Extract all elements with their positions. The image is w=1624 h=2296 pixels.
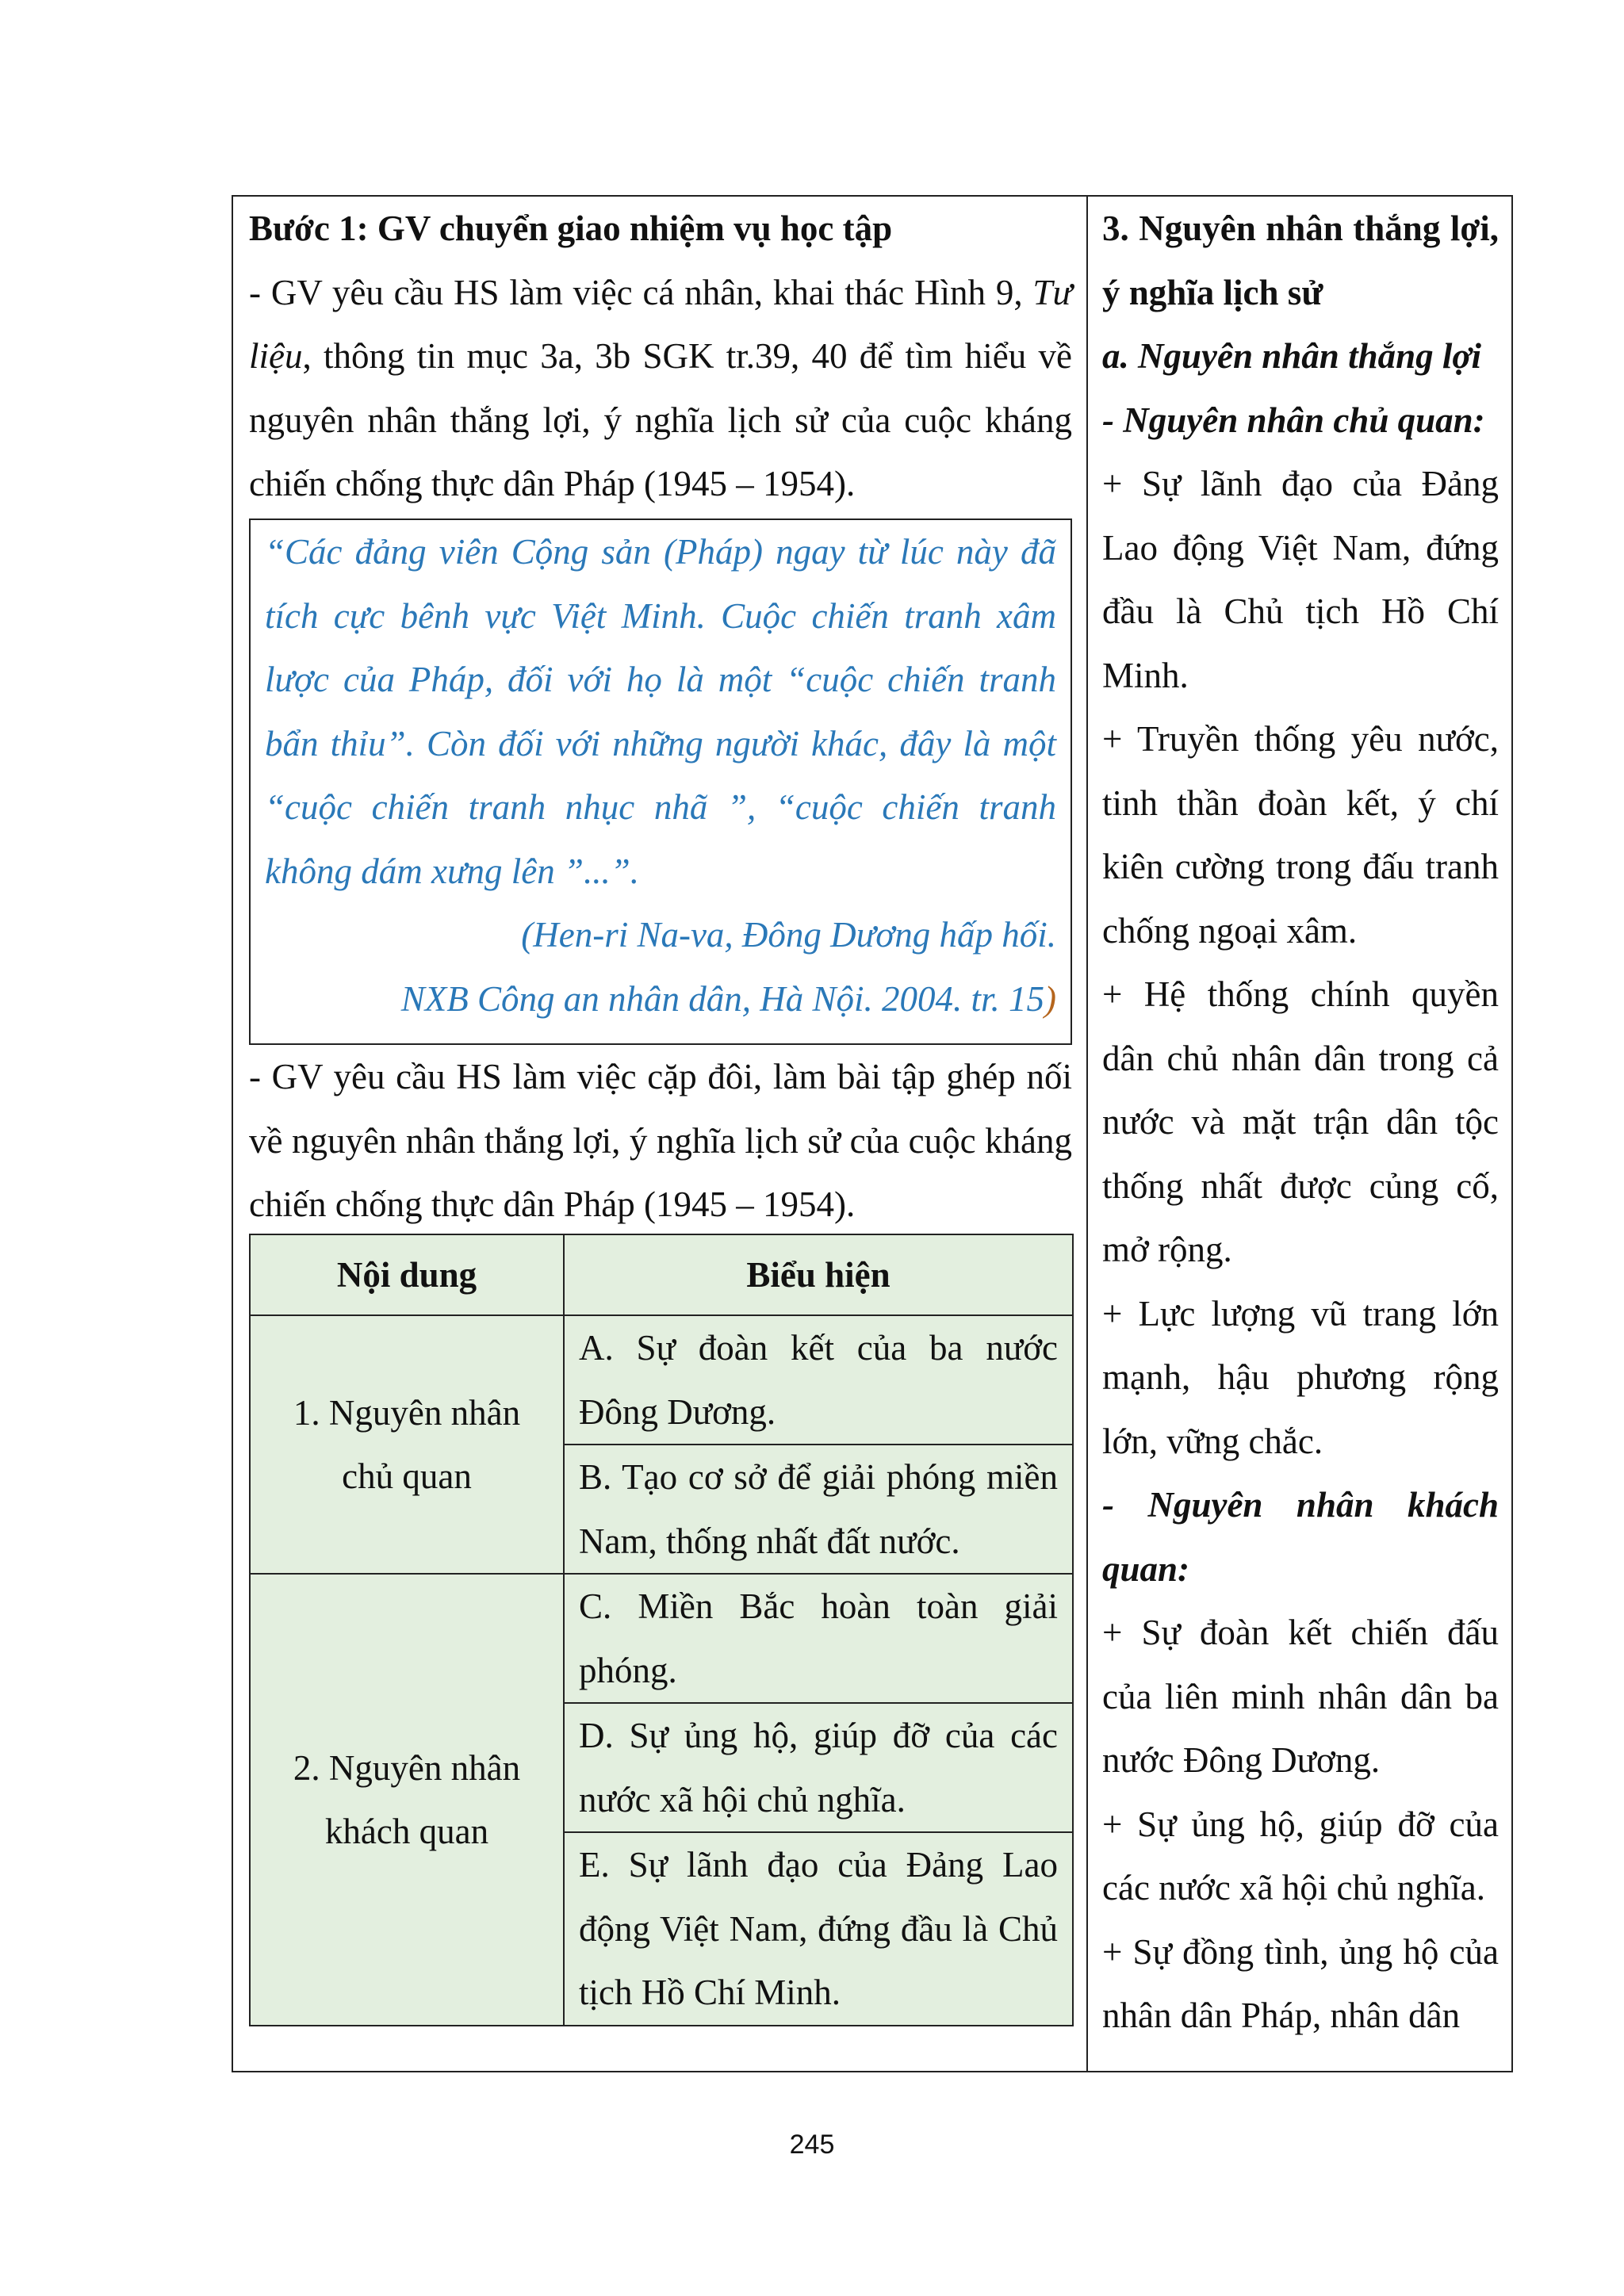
task-individual: - GV yêu cầu HS làm việc cá nhân, khai thác Hình 9, Tư liệu, thông tin mục 3a, 3b SGK tr.39, 40 để tìm hiểu về nguyên nhân thắng lợi, ý nghĩa lịch sử của cuộc kháng chiến chống thực dân Pháp (1945 – 1954). [249,272,1072,503]
table-header-row [250,1234,1073,1315]
section-heading: 3. Nguyên nhân thắng lợi, ý nghĩa lịch sử [1102,209,1499,312]
group-subjective: 1. Nguyên nhân chủ quan [250,1315,564,1574]
task-pair: - GV yêu cầu HS làm việc cặp đôi, làm bài tập ghép nối về nguyên nhân thắng lợi, ý nghĩa lịch sử của cuộc kháng chiến chống thực dân Pháp (1945 – 1954). [249,1057,1072,1224]
objective-item: + Sự đồng tình, ủng hộ của nhân dân Pháp, nhân dân [1102,1931,1499,2035]
group-objective: 2. Nguyên nhân khách quan [250,1574,564,2026]
quote-box [249,519,1072,1045]
option-e: E. Sự lãnh đạo của Đảng Lao động Việt Nam, đứng đầu là Chủ tịch Hồ Chí Minh. [564,1832,1073,2026]
table-row [250,1574,1073,1703]
quote-source-line2: NXB Công an nhân dân, Hà Nội. 2004. tr. 15) [400,978,1056,1019]
matching-exercise-table [249,1234,1074,2026]
header-content: Nội dung [250,1234,564,1315]
objective-label: - Nguyên nhân khách quan: [1102,1485,1499,1589]
header-manifestation: Biểu hiện [564,1234,1073,1315]
option-b: B. Tạo cơ sở để giải phóng miền Nam, thống nhất đất nước. [564,1445,1073,1574]
lesson-table [232,195,1513,2072]
option-c: C. Miền Bắc hoàn toàn giải phóng. [564,1574,1073,1703]
subjective-label: - Nguyên nhân chủ quan: [1102,400,1485,440]
product-column [1088,197,1513,2071]
quote-text: “Các đảng viên Cộng sản (Pháp) ngay từ lúc này đã tích cực bênh vực Việt Minh. Cuộc chiến tranh xâm lược của Pháp, đối với họ là một “cuộc chiến tranh bẩn thỉu”. Còn đối với những người khác, đây là một “cuộc chiến tranh nhục nhã ”, “cuộc chiến tranh không dám xưng lên ”...”. [265,532,1056,891]
expected-product [1102,197,1499,2048]
subjective-item: + Lực lượng vũ trang lớn mạnh, hậu phương rộng lớn, vững chắc. [1102,1293,1499,1461]
objective-item: + Sự đoàn kết chiến đấu của liên minh nhân dân ba nước Đông Dương. [1102,1613,1499,1780]
option-d: D. Sự ủng hộ, giúp đỡ của các nước xã hội chủ nghĩa. [564,1703,1073,1832]
option-a: A. Sự đoàn kết của ba nước Đông Dương. [564,1315,1073,1445]
subjective-item: + Hệ thống chính quyền dân chủ nhân dân trong cả nước và mặt trận dân tộc thống nhất được củng cố, mở rộng. [1102,974,1499,1269]
activity-column [233,197,1088,2071]
subjective-item: + Sự lãnh đạo của Đảng Lao động Việt Nam, đứng đầu là Chủ tịch Hồ Chí Minh. [1102,464,1499,695]
table-row [250,1315,1073,1445]
page-number: 245 [789,2130,835,2160]
subheading: a. Nguyên nhân thắng lợi [1102,336,1482,376]
step-title: Bước 1: GV chuyển giao nhiệm vụ học tập [249,209,893,248]
quote-source-line1: (Hen-ri Na-va, Đông Dương hấp hối. [521,915,1056,955]
subjective-item: + Truyền thống yêu nước, tinh thần đoàn kết, ý chí kiên cường trong đấu tranh chống ngoại xâm. [1102,719,1499,951]
task-intro [249,197,1072,516]
objective-item: + Sự ủng hộ, giúp đỡ của các nước xã hội chủ nghĩa. [1102,1804,1499,1908]
